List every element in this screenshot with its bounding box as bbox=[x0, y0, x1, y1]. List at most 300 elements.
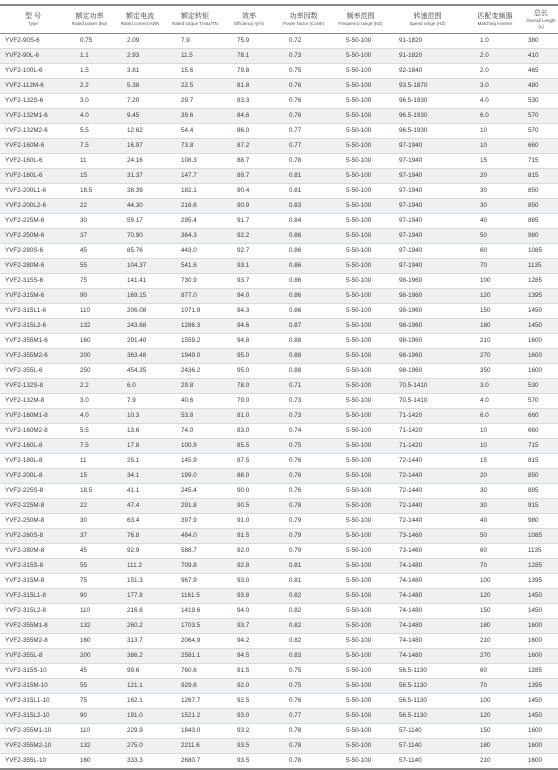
cell-frequency-range: 5-50-100 bbox=[332, 213, 389, 228]
cell-matching-inverter: 350 bbox=[466, 363, 524, 378]
cell-power-factor: 0.88 bbox=[275, 333, 332, 348]
table-row bbox=[0, 663, 558, 678]
cell-frequency-range: 5-50-100 bbox=[332, 453, 389, 468]
cell-frequency-range: 5-50-100 bbox=[332, 753, 389, 769]
cell-rated-power: 160 bbox=[66, 633, 113, 648]
cell-rated-torque: 967.9 bbox=[167, 573, 223, 588]
cell-rated-current: 104.37 bbox=[113, 258, 167, 273]
cell-type: YVF2-160M2-8 bbox=[0, 423, 66, 438]
table-row bbox=[0, 708, 558, 723]
cell-rated-current: 70.90 bbox=[113, 228, 167, 243]
cell-overall-length: 1600 bbox=[524, 333, 558, 348]
cell-speed-range: 96.5-1930 bbox=[389, 123, 466, 138]
table-row bbox=[0, 258, 558, 273]
cell-frequency-range: 5-50-100 bbox=[332, 378, 389, 393]
table-row bbox=[0, 543, 558, 558]
cell-efficiency: 87.2 bbox=[223, 138, 275, 153]
cell-rated-power: 90 bbox=[66, 708, 113, 723]
cell-rated-current: 44.30 bbox=[113, 198, 167, 213]
cell-efficiency: 94.2 bbox=[223, 633, 275, 648]
cell-speed-range: 97-1940 bbox=[389, 198, 466, 213]
cell-rated-torque: 216.6 bbox=[167, 198, 223, 213]
header-rated-current-cn: 额定电流 bbox=[126, 12, 154, 20]
cell-frequency-range: 5-50-100 bbox=[332, 393, 389, 408]
cell-rated-current: 3.81 bbox=[113, 63, 167, 78]
cell-rated-current: 333.3 bbox=[113, 753, 167, 769]
cell-frequency-range: 5-50-100 bbox=[332, 33, 389, 48]
cell-efficiency: 91.5 bbox=[223, 528, 275, 543]
cell-rated-power: 15 bbox=[66, 168, 113, 183]
table-row bbox=[0, 318, 558, 333]
cell-power-factor: 0.76 bbox=[275, 468, 332, 483]
table-row bbox=[0, 723, 558, 738]
cell-matching-inverter: 270 bbox=[466, 348, 524, 363]
cell-rated-current: 24.16 bbox=[113, 153, 167, 168]
cell-efficiency: 84.6 bbox=[223, 108, 275, 123]
cell-rated-current: 63.4 bbox=[113, 513, 167, 528]
cell-efficiency: 94.8 bbox=[223, 333, 275, 348]
cell-frequency-range: 5-50-100 bbox=[332, 483, 389, 498]
cell-type: YVF2-355M2-8 bbox=[0, 633, 66, 648]
table-row bbox=[0, 48, 558, 63]
cell-power-factor: 0.78 bbox=[275, 753, 332, 769]
cell-rated-power: 2.2 bbox=[66, 378, 113, 393]
header-overall-length bbox=[524, 5, 558, 33]
cell-type: YVF2-225M-8 bbox=[0, 498, 66, 513]
cell-speed-range: 97-1940 bbox=[389, 183, 466, 198]
header-rated-power bbox=[66, 5, 113, 33]
cell-power-factor: 0.79 bbox=[275, 528, 332, 543]
cell-rated-power: 75 bbox=[66, 693, 113, 708]
cell-frequency-range: 5-50-100 bbox=[332, 543, 389, 558]
cell-overall-length: 480 bbox=[524, 78, 558, 93]
cell-rated-current: 291.40 bbox=[113, 333, 167, 348]
cell-speed-range: 98-1960 bbox=[389, 288, 466, 303]
cell-matching-inverter: 180 bbox=[466, 618, 524, 633]
cell-speed-range: 97-1940 bbox=[389, 168, 466, 183]
cell-speed-range: 97-1940 bbox=[389, 228, 466, 243]
cell-matching-inverter: 10 bbox=[466, 138, 524, 153]
cell-rated-torque: 760.6 bbox=[167, 663, 223, 678]
cell-power-factor: 0.76 bbox=[275, 483, 332, 498]
cell-rated-torque: 54.4 bbox=[167, 123, 223, 138]
cell-speed-range: 96.5-1930 bbox=[389, 108, 466, 123]
cell-speed-range: 74-1480 bbox=[389, 618, 466, 633]
header-type bbox=[0, 5, 66, 33]
cell-frequency-range: 5-50-100 bbox=[332, 648, 389, 663]
cell-rated-current: 76.8 bbox=[113, 528, 167, 543]
cell-matching-inverter: 150 bbox=[466, 723, 524, 738]
cell-matching-inverter: 1.0 bbox=[466, 33, 524, 48]
cell-rated-torque: 877.0 bbox=[167, 288, 223, 303]
cell-rated-current: 34.1 bbox=[113, 468, 167, 483]
cell-rated-torque: 1071.9 bbox=[167, 303, 223, 318]
header-frequency-range bbox=[332, 5, 389, 33]
cell-rated-current: 38.39 bbox=[113, 183, 167, 198]
cell-power-factor: 0.78 bbox=[275, 723, 332, 738]
cell-matching-inverter: 20 bbox=[466, 468, 524, 483]
cell-efficiency: 92.0 bbox=[223, 678, 275, 693]
cell-matching-inverter: 10 bbox=[466, 423, 524, 438]
cell-overall-length: 1135 bbox=[524, 543, 558, 558]
cell-rated-power: 55 bbox=[66, 678, 113, 693]
header-speed-range-cn: 转速范围 bbox=[413, 12, 442, 20]
cell-overall-length: 570 bbox=[524, 123, 558, 138]
cell-matching-inverter: 180 bbox=[466, 318, 524, 333]
cell-rated-torque: 11.5 bbox=[167, 48, 223, 63]
cell-overall-length: 660 bbox=[524, 408, 558, 423]
cell-frequency-range: 5-50-100 bbox=[332, 123, 389, 138]
cell-type: YVF2-355M2-6 bbox=[0, 348, 66, 363]
cell-type: YVF2-132M1-6 bbox=[0, 108, 66, 123]
cell-rated-torque: 541.6 bbox=[167, 258, 223, 273]
cell-overall-length: 1085 bbox=[524, 243, 558, 258]
cell-frequency-range: 5-50-100 bbox=[332, 438, 389, 453]
cell-type: YVF2-280S-6 bbox=[0, 243, 66, 258]
table-row bbox=[0, 168, 558, 183]
header-speed-range bbox=[389, 5, 466, 33]
cell-matching-inverter: 10 bbox=[466, 123, 524, 138]
cell-overall-length: 1135 bbox=[524, 258, 558, 273]
cell-speed-range: 74-1480 bbox=[389, 603, 466, 618]
cell-type: YVF2-315S-6 bbox=[0, 273, 66, 288]
cell-efficiency: 94.6 bbox=[223, 318, 275, 333]
table-row bbox=[0, 333, 558, 348]
table-row bbox=[0, 108, 558, 123]
cell-rated-power: 37 bbox=[66, 528, 113, 543]
table-row bbox=[0, 678, 558, 693]
cell-rated-power: 250 bbox=[66, 363, 113, 378]
cell-type: YVF2-315M-8 bbox=[0, 573, 66, 588]
header-rated-current-en: Rated current Isl/IN bbox=[120, 20, 160, 26]
cell-type: YVF2-315L1-6 bbox=[0, 303, 66, 318]
cell-frequency-range: 5-50-100 bbox=[332, 93, 389, 108]
cell-rated-torque: 182.1 bbox=[167, 183, 223, 198]
cell-rated-torque: 295.4 bbox=[167, 213, 223, 228]
cell-overall-length: 1085 bbox=[524, 528, 558, 543]
cell-efficiency: 92.8 bbox=[223, 558, 275, 573]
cell-efficiency: 78.0 bbox=[223, 378, 275, 393]
cell-rated-torque: 199.0 bbox=[167, 468, 223, 483]
cell-efficiency: 90.9 bbox=[223, 198, 275, 213]
cell-overall-length: 530 bbox=[524, 378, 558, 393]
cell-overall-length: 1285 bbox=[524, 273, 558, 288]
cell-speed-range: 71-1420 bbox=[389, 423, 466, 438]
cell-type: YVF2-355M2-10 bbox=[0, 738, 66, 753]
cell-rated-torque: 73.8 bbox=[167, 138, 223, 153]
cell-rated-current: 275.0 bbox=[113, 738, 167, 753]
cell-rated-power: 5.5 bbox=[66, 423, 113, 438]
cell-frequency-range: 5-50-100 bbox=[332, 723, 389, 738]
cell-matching-inverter: 70 bbox=[466, 258, 524, 273]
cell-speed-range: 71-1420 bbox=[389, 408, 466, 423]
cell-rated-current: 85.76 bbox=[113, 243, 167, 258]
table-row bbox=[0, 243, 558, 258]
header-rated-power-en: Rated power (kw) bbox=[71, 20, 108, 26]
cell-efficiency: 92.2 bbox=[223, 228, 275, 243]
cell-matching-inverter: 120 bbox=[466, 588, 524, 603]
cell-rated-power: 37 bbox=[66, 228, 113, 243]
cell-frequency-range: 5-50-100 bbox=[332, 498, 389, 513]
cell-matching-inverter: 2.0 bbox=[466, 48, 524, 63]
cell-rated-current: 10.3 bbox=[113, 408, 167, 423]
cell-overall-length: 980 bbox=[524, 513, 558, 528]
cell-type: YVF2-315L1-8 bbox=[0, 588, 66, 603]
cell-power-factor: 0.77 bbox=[275, 708, 332, 723]
cell-matching-inverter: 2.0 bbox=[466, 63, 524, 78]
cell-rated-current: 9.45 bbox=[113, 108, 167, 123]
table-row bbox=[0, 78, 558, 93]
table-row bbox=[0, 648, 558, 663]
header-rated-current bbox=[113, 5, 167, 33]
table-row bbox=[0, 393, 558, 408]
cell-power-factor: 0.86 bbox=[275, 273, 332, 288]
cell-frequency-range: 5-50-100 bbox=[332, 198, 389, 213]
cell-matching-inverter: 120 bbox=[466, 288, 524, 303]
cell-efficiency: 91.0 bbox=[223, 513, 275, 528]
cell-speed-range: 74-1480 bbox=[389, 633, 466, 648]
header-power-factor-en: Power factor (CosΦ) bbox=[282, 20, 325, 26]
cell-rated-current: 41.1 bbox=[113, 483, 167, 498]
cell-efficiency: 90.5 bbox=[223, 498, 275, 513]
cell-rated-current: 191.0 bbox=[113, 708, 167, 723]
table-row bbox=[0, 573, 558, 588]
cell-efficiency: 94.3 bbox=[223, 303, 275, 318]
cell-matching-inverter: 120 bbox=[466, 708, 524, 723]
cell-power-factor: 0.88 bbox=[275, 363, 332, 378]
cell-rated-current: 313.7 bbox=[113, 633, 167, 648]
cell-matching-inverter: 100 bbox=[466, 573, 524, 588]
cell-power-factor: 0.78 bbox=[275, 738, 332, 753]
table-row bbox=[0, 378, 558, 393]
cell-rated-current: 2.09 bbox=[113, 33, 167, 48]
cell-efficiency: 89.7 bbox=[223, 168, 275, 183]
cell-overall-length: 885 bbox=[524, 213, 558, 228]
cell-type: YVF2-355M1-6 bbox=[0, 333, 66, 348]
cell-efficiency: 79.8 bbox=[223, 63, 275, 78]
cell-frequency-range: 5-50-100 bbox=[332, 288, 389, 303]
cell-overall-length: 1600 bbox=[524, 633, 558, 648]
table-row bbox=[0, 93, 558, 108]
cell-efficiency: 94.5 bbox=[223, 648, 275, 663]
header-frequency-range-cn: 频率范围 bbox=[346, 12, 375, 20]
cell-rated-torque: 15.6 bbox=[167, 63, 223, 78]
cell-frequency-range: 5-50-100 bbox=[332, 603, 389, 618]
cell-power-factor: 0.73 bbox=[275, 408, 332, 423]
table-row bbox=[0, 558, 558, 573]
cell-rated-current: 151.3 bbox=[113, 573, 167, 588]
cell-frequency-range: 5-50-100 bbox=[332, 183, 389, 198]
cell-overall-length: 715 bbox=[524, 438, 558, 453]
cell-type: YVF2-90L-6 bbox=[0, 48, 66, 63]
cell-rated-power: 132 bbox=[66, 318, 113, 333]
cell-overall-length: 1600 bbox=[524, 723, 558, 738]
cell-type: YVF2-132S-6 bbox=[0, 93, 66, 108]
table-row bbox=[0, 693, 558, 708]
table-row bbox=[0, 423, 558, 438]
cell-speed-range: 71-1420 bbox=[389, 438, 466, 453]
cell-overall-length: 410 bbox=[524, 48, 558, 63]
cell-matching-inverter: 210 bbox=[466, 333, 524, 348]
cell-rated-current: 99.6 bbox=[113, 663, 167, 678]
cell-overall-length: 1450 bbox=[524, 318, 558, 333]
cell-frequency-range: 5-50-100 bbox=[332, 228, 389, 243]
cell-overall-length: 915 bbox=[524, 498, 558, 513]
cell-overall-length: 465 bbox=[524, 63, 558, 78]
table-row bbox=[0, 363, 558, 378]
cell-matching-inverter: 30 bbox=[466, 183, 524, 198]
cell-rated-power: 3.0 bbox=[66, 93, 113, 108]
cell-type: YVF2-280M-8 bbox=[0, 543, 66, 558]
cell-rated-current: 47.4 bbox=[113, 498, 167, 513]
cell-rated-current: 13.6 bbox=[113, 423, 167, 438]
cell-matching-inverter: 4.0 bbox=[466, 93, 524, 108]
cell-rated-torque: 2581.1 bbox=[167, 648, 223, 663]
header-rated-torque bbox=[167, 5, 223, 33]
cell-type: YVF2-132S-8 bbox=[0, 378, 66, 393]
cell-rated-torque: 7.9 bbox=[167, 33, 223, 48]
cell-overall-length: 1395 bbox=[524, 678, 558, 693]
cell-overall-length: 660 bbox=[524, 138, 558, 153]
cell-frequency-range: 5-50-100 bbox=[332, 573, 389, 588]
cell-efficiency: 91.7 bbox=[223, 213, 275, 228]
cell-overall-length: 1600 bbox=[524, 738, 558, 753]
cell-frequency-range: 5-50-100 bbox=[332, 618, 389, 633]
cell-overall-length: 1600 bbox=[524, 648, 558, 663]
cell-type: YVF2-200L2-6 bbox=[0, 198, 66, 213]
cell-frequency-range: 5-50-100 bbox=[332, 513, 389, 528]
cell-overall-length: 1450 bbox=[524, 603, 558, 618]
cell-power-factor: 0.77 bbox=[275, 138, 332, 153]
cell-rated-power: 132 bbox=[66, 738, 113, 753]
cell-power-factor: 0.82 bbox=[275, 633, 332, 648]
table-body bbox=[0, 33, 558, 769]
cell-rated-torque: 291.8 bbox=[167, 498, 223, 513]
cell-type: YVF2-250M-8 bbox=[0, 513, 66, 528]
cell-type: YVF2-315L2-10 bbox=[0, 708, 66, 723]
cell-speed-range: 97-1940 bbox=[389, 213, 466, 228]
cell-rated-torque: 709.8 bbox=[167, 558, 223, 573]
header-type-cn: 型 号 bbox=[25, 12, 41, 20]
cell-matching-inverter: 100 bbox=[466, 693, 524, 708]
cell-rated-torque: 588.7 bbox=[167, 543, 223, 558]
table-row bbox=[0, 618, 558, 633]
cell-matching-inverter: 40 bbox=[466, 213, 524, 228]
cell-matching-inverter: 50 bbox=[466, 228, 524, 243]
table-row bbox=[0, 138, 558, 153]
cell-overall-length: 850 bbox=[524, 183, 558, 198]
cell-frequency-range: 5-50-100 bbox=[332, 423, 389, 438]
cell-type: YVF2-280S-8 bbox=[0, 528, 66, 543]
cell-overall-length: 980 bbox=[524, 228, 558, 243]
cell-rated-torque: 145.9 bbox=[167, 453, 223, 468]
cell-rated-power: 200 bbox=[66, 348, 113, 363]
cell-frequency-range: 5-50-100 bbox=[332, 663, 389, 678]
cell-overall-length: 1600 bbox=[524, 363, 558, 378]
cell-rated-torque: 1843.0 bbox=[167, 723, 223, 738]
cell-overall-length: 1450 bbox=[524, 693, 558, 708]
table-row bbox=[0, 468, 558, 483]
cell-speed-range: 97-1940 bbox=[389, 153, 466, 168]
cell-rated-torque: 2064.9 bbox=[167, 633, 223, 648]
cell-matching-inverter: 270 bbox=[466, 648, 524, 663]
cell-matching-inverter: 50 bbox=[466, 528, 524, 543]
cell-power-factor: 0.76 bbox=[275, 78, 332, 93]
cell-matching-inverter: 30 bbox=[466, 198, 524, 213]
cell-frequency-range: 5-50-100 bbox=[332, 528, 389, 543]
cell-frequency-range: 5-50-100 bbox=[332, 78, 389, 93]
cell-frequency-range: 5-50-100 bbox=[332, 273, 389, 288]
cell-rated-power: 11 bbox=[66, 153, 113, 168]
cell-efficiency: 88.7 bbox=[223, 153, 275, 168]
header-overall-length-cn: 总长 bbox=[534, 9, 548, 17]
cell-power-factor: 0.83 bbox=[275, 198, 332, 213]
cell-power-factor: 0.73 bbox=[275, 393, 332, 408]
cell-speed-range: 70.5-1410 bbox=[389, 378, 466, 393]
cell-rated-current: 260.2 bbox=[113, 618, 167, 633]
header-efficiency bbox=[223, 5, 275, 33]
cell-overall-length: 1395 bbox=[524, 573, 558, 588]
cell-rated-current: 216.8 bbox=[113, 603, 167, 618]
cell-type: YVF2-225S-8 bbox=[0, 483, 66, 498]
cell-efficiency: 93.8 bbox=[223, 588, 275, 603]
cell-rated-torque: 397.9 bbox=[167, 513, 223, 528]
cell-efficiency: 95.0 bbox=[223, 363, 275, 378]
header-matching-inverter-en: Matching Inverter bbox=[477, 20, 513, 26]
cell-matching-inverter: 150 bbox=[466, 303, 524, 318]
cell-power-factor: 0.86 bbox=[275, 303, 332, 318]
cell-frequency-range: 5-50-100 bbox=[332, 363, 389, 378]
cell-type: YVF2-315L2-6 bbox=[0, 318, 66, 333]
cell-rated-torque: 1267.7 bbox=[167, 693, 223, 708]
table-row bbox=[0, 513, 558, 528]
table-row bbox=[0, 498, 558, 513]
header-efficiency-en: Efficiency η(%) bbox=[234, 20, 264, 26]
header-rated-torque-en: Rated torque Tmax/TN bbox=[172, 20, 218, 26]
cell-rated-torque: 1286.3 bbox=[167, 318, 223, 333]
cell-rated-power: 160 bbox=[66, 333, 113, 348]
cell-rated-torque: 53.8 bbox=[167, 408, 223, 423]
cell-rated-torque: 108.3 bbox=[167, 153, 223, 168]
cell-speed-range: 57-1140 bbox=[389, 723, 466, 738]
cell-rated-power: 15 bbox=[66, 468, 113, 483]
cell-type: YVF2-315L1-10 bbox=[0, 693, 66, 708]
cell-speed-range: 70.5-1410 bbox=[389, 393, 466, 408]
cell-power-factor: 0.75 bbox=[275, 678, 332, 693]
cell-efficiency: 93.5 bbox=[223, 753, 275, 769]
cell-speed-range: 72-1440 bbox=[389, 468, 466, 483]
cell-rated-torque: 730.9 bbox=[167, 273, 223, 288]
cell-rated-power: 2.2 bbox=[66, 78, 113, 93]
cell-rated-torque: 39.6 bbox=[167, 108, 223, 123]
cell-rated-power: 45 bbox=[66, 663, 113, 678]
cell-efficiency: 81.8 bbox=[223, 78, 275, 93]
cell-rated-power: 7.5 bbox=[66, 138, 113, 153]
cell-speed-range: 74-1480 bbox=[389, 588, 466, 603]
cell-type: YVF2-315S-10 bbox=[0, 663, 66, 678]
cell-rated-torque: 1521.2 bbox=[167, 708, 223, 723]
table-row bbox=[0, 453, 558, 468]
header-rated-power-cn: 额定功率 bbox=[75, 12, 104, 20]
header-efficiency-cn: 效率 bbox=[242, 12, 256, 20]
cell-overall-length: 660 bbox=[524, 423, 558, 438]
cell-speed-range: 73-1460 bbox=[389, 528, 466, 543]
table-row bbox=[0, 63, 558, 78]
cell-power-factor: 0.79 bbox=[275, 543, 332, 558]
cell-overall-length: 570 bbox=[524, 393, 558, 408]
cell-type: YVF2-355L-10 bbox=[0, 753, 66, 769]
header-speed-range-en: Speed range (HZ) bbox=[409, 20, 446, 26]
